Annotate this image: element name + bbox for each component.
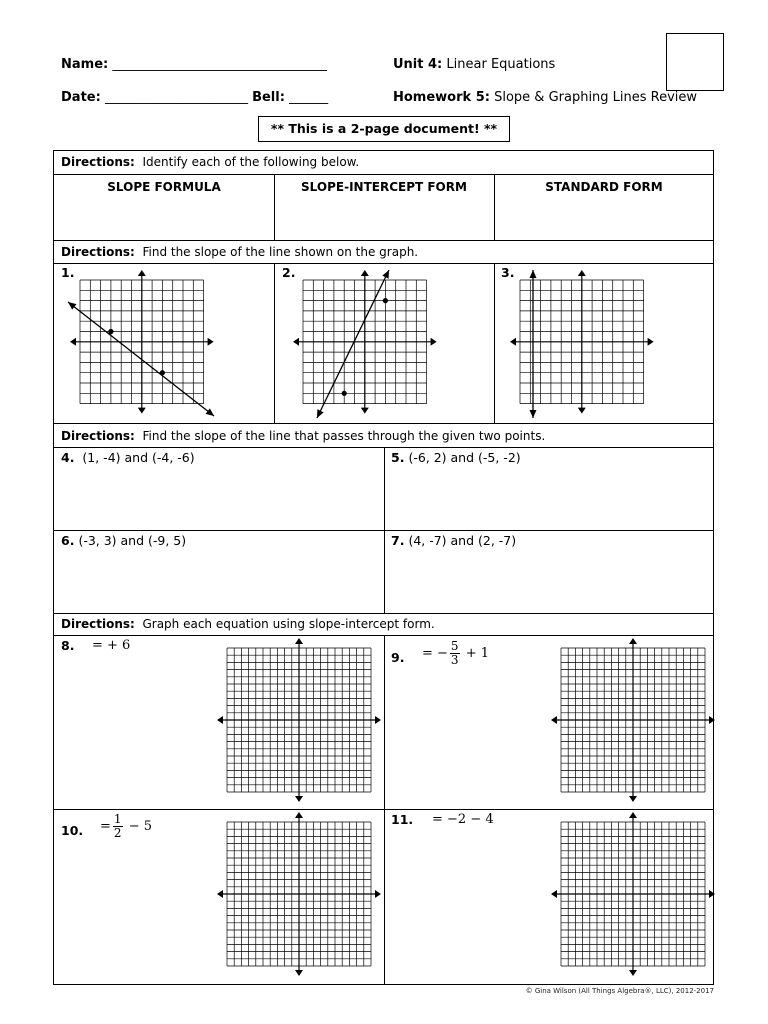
problem-8-equation: = + 6 xyxy=(92,638,131,653)
line-arrow-icon xyxy=(530,410,537,418)
axis-arrow-icon xyxy=(648,338,654,346)
axis-arrow-icon xyxy=(551,890,557,898)
problem-8-graph xyxy=(216,636,382,804)
problem-9-graph xyxy=(550,636,716,804)
line-arrow-icon xyxy=(206,408,214,416)
problem-10-number: 10. xyxy=(61,823,84,838)
axis-arrow-icon xyxy=(510,338,516,346)
axis-arrow-icon xyxy=(709,890,715,898)
problem-1-graph xyxy=(60,268,220,423)
directions-two-points: Directions: Find the slope of the line that passes through the given two points. xyxy=(61,429,546,443)
graph-line xyxy=(317,270,389,418)
problem-2-number: 2. xyxy=(282,265,296,280)
standard-form-header: STANDARD FORM xyxy=(545,180,663,194)
point-dot xyxy=(160,370,165,375)
directions-graph-equations: Directions: Graph each equation using slope-intercept form. xyxy=(61,617,435,631)
axis-arrow-icon xyxy=(629,796,637,802)
axis-arrow-icon xyxy=(375,716,381,724)
axis-arrow-icon xyxy=(293,338,299,346)
axis-arrow-icon xyxy=(208,338,214,346)
problem-3-number: 3. xyxy=(501,265,515,280)
axis-arrow-icon xyxy=(295,812,303,818)
score-box xyxy=(666,33,724,91)
axis-arrow-icon xyxy=(709,716,715,724)
problem-9-equation: = − $\frac{5}{3}$ + 1 xyxy=(422,639,489,667)
problem-11-graph xyxy=(550,812,716,980)
problem-11-equation: = −2 − 4 xyxy=(432,812,494,827)
axis-arrow-icon xyxy=(551,716,557,724)
axis-arrow-icon xyxy=(375,890,381,898)
axis-arrow-icon xyxy=(578,408,586,414)
axis-arrow-icon xyxy=(295,638,303,644)
axis-arrow-icon xyxy=(431,338,437,346)
axis-arrow-icon xyxy=(361,408,369,414)
axis-arrow-icon xyxy=(629,638,637,644)
axis-arrow-icon xyxy=(295,970,303,976)
axis-arrow-icon xyxy=(629,970,637,976)
slope-intercept-header: SLOPE-INTERCEPT FORM xyxy=(301,180,467,194)
point-dot xyxy=(342,391,347,396)
axis-arrow-icon xyxy=(138,270,146,276)
problem-6: 6. (-3, 3) and (-9, 5) xyxy=(61,533,187,548)
point-dot xyxy=(383,298,388,303)
homework-title: Homework 5: Slope & Graphing Lines Review xyxy=(393,90,698,105)
axis-arrow-icon xyxy=(578,270,586,276)
problem-3-graph xyxy=(505,268,665,423)
directions-identify: Directions: Identify each of the following below. xyxy=(61,155,360,169)
two-page-notice: ** This is a 2-page document! ** xyxy=(258,116,510,142)
problem-10-equation: = $\frac{1}{2}$ − 5 xyxy=(100,812,152,840)
graph-line xyxy=(68,302,214,416)
axis-arrow-icon xyxy=(295,796,303,802)
problem-7: 7. (4, -7) and (2, -7) xyxy=(391,533,517,548)
problem-4: 4. (1, -4) and (-4, -6) xyxy=(61,450,195,465)
axis-arrow-icon xyxy=(70,338,76,346)
axis-arrow-icon xyxy=(217,716,223,724)
problem-2-graph xyxy=(285,268,445,423)
axis-arrow-icon xyxy=(629,812,637,818)
date-bell-field: Date: ______________________ Bell: ______ xyxy=(61,90,329,105)
line-arrow-icon xyxy=(68,302,76,310)
problem-1-number: 1. xyxy=(61,265,75,280)
unit-title: Unit 4: Linear Equations xyxy=(393,57,556,72)
problem-8-number: 8. xyxy=(61,638,75,653)
axis-arrow-icon xyxy=(217,890,223,898)
slope-formula-header: SLOPE FORMULA xyxy=(107,180,221,194)
copyright-footer: © Gina Wilson (All Things Algebra®, LLC), 2012-2017 xyxy=(525,987,714,995)
directions-graph-slope: Directions: Find the slope of the line shown on the graph. xyxy=(61,245,419,259)
problem-10-graph xyxy=(216,812,382,980)
problem-5: 5. (-6, 2) and (-5, -2) xyxy=(391,450,521,465)
line-arrow-icon xyxy=(530,270,537,278)
problem-9-number: 9. xyxy=(391,650,405,665)
problem-11-number: 11. xyxy=(391,812,414,827)
name-field: Name: _________________________________ xyxy=(61,57,327,72)
point-dot xyxy=(108,329,113,334)
axis-arrow-icon xyxy=(138,408,146,414)
axis-arrow-icon xyxy=(361,270,369,276)
